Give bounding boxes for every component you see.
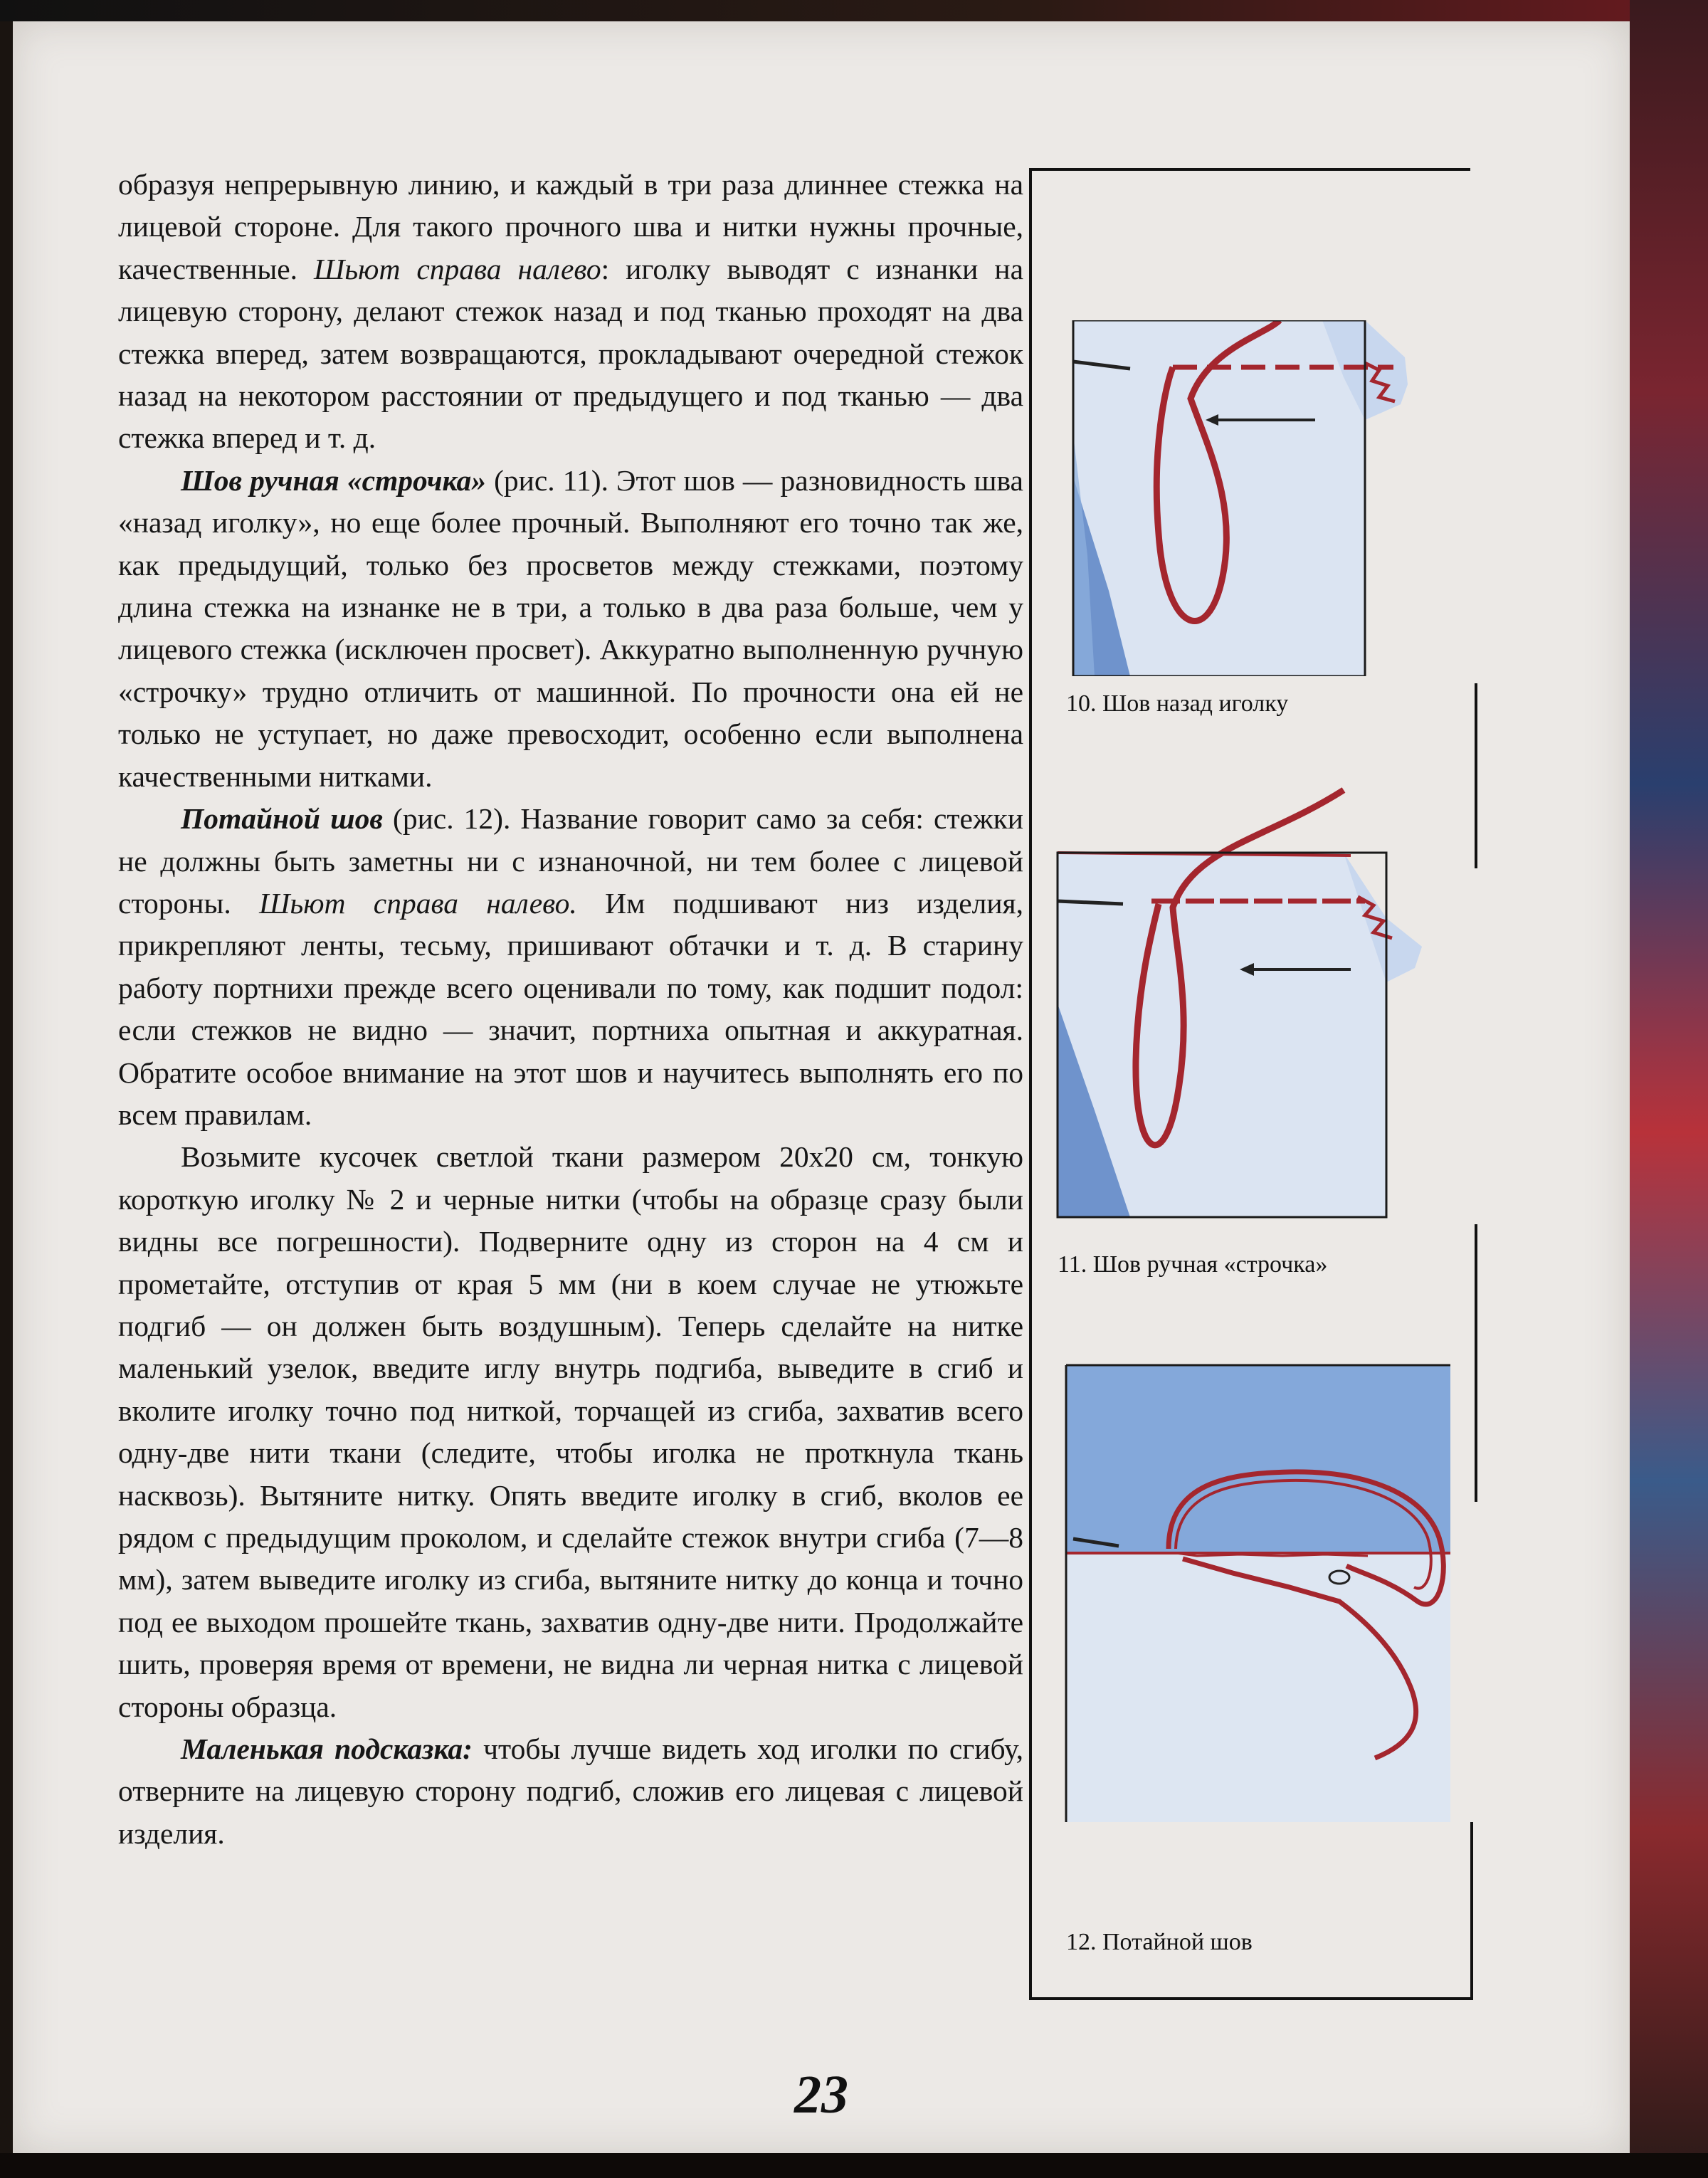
book-cover-edge [1630,0,1708,2178]
paragraph [118,798,1023,1136]
figure-10-svg [1066,320,1429,676]
figure-12-svg [1055,1359,1467,1822]
paragraph [118,1728,1023,1855]
text-run: (рис. 11). Этот шов — разновидность шва «назад иголку», но еще более прочный. Выполняют его точно так же, как предыдущий, только без просветов между стежками, поэтому длина стежка на изнанке не в три, а только в два раза больше, чем у лицевого стежка (исключен просвет). Аккуратно выполненную ручную «строчку» трудно отличить от машинной. По прочности она ей не только не уступает, но даже превосходит, особенно если выполнена качественными нитками. [118,463,1023,793]
italic-phrase: Шьют справа налево [314,252,601,285]
figure-frame-top [1029,168,1470,171]
figure-frame-right-3 [1470,1822,1473,2000]
page-number: 23 [794,2065,848,2125]
text-run: чтобы лучше видеть ход иголки по сгибу, отверните на лицевую сторону подгиб, сложив его лицевая с лицевой изделия. [118,1732,1024,1850]
paragraph [118,1136,1023,1728]
figure-frame-right-2 [1475,1224,1477,1502]
figure-11-illustration [1052,776,1465,1238]
paragraph [118,164,1023,460]
scan-border-bottom [0,2153,1708,2178]
text-run: Возьмите кусочек светлой ткани размером 20х20 см, тонкую короткую иголку № 2 и черные нитки (чтобы на образце сразу были видны все погрешности). Подверните одну из сторон на 4 см и прометайте, отступив от края 5 мм (ни в коем случае не утюжьте подгиб — он должен быть воздушным). Теперь сделайте на нитке маленький узелок, введите иглу внутрь подгиба, выведите в сгиб и вколите иголку точно под ниткой, торчащей из сгиба, захватив всего одну-две нити ткани (следите, чтобы иголка не проткнула ткань насквозь). Вытяните нитку. Опять введите иголку в сгиб, вколов ее рядом с предыдущим проколом, и сделайте стежок внутри сгиба (7—8 мм), затем выведите иголку из сгиба, вытяните нитку до конца и точно под ее выходом прошейте ткань, захватив одну-две нити. Продолжайте шить, проверяя время от времени, не видна ли черная нитка с лицевой стороны образца. [118,1140,1023,1723]
paragraph-heading: Шов ручная «строчка» [181,463,486,497]
text-run: : иголку выводят с изнанки на лицевую сторону, делают стежок назад и под тканью проходят на два стежка вперед, затем возвращаются, прокладывают очередной стежок назад на некотором расстоянии от предыдущего и под тканью — два стежка вперед и т. д. [118,252,1023,455]
figure-10-caption: 10. Шов назад иголку [1066,690,1289,717]
figure-11-caption: 11. Шов ручная «строчка» [1058,1251,1328,1278]
paragraph-heading: Маленькая подсказка: [181,1732,473,1766]
figure-frame-left [1029,168,1032,2000]
paragraph [118,460,1023,798]
body-text [118,164,1023,1855]
paragraph-heading: Потайной шов [181,802,383,836]
scan-border-top [0,0,1708,21]
figure-10-illustration [1066,320,1429,676]
figure-frame-bottom [1029,1997,1473,2000]
book-page [13,21,1630,2153]
figure-12-caption: 12. Потайной шов [1066,1929,1253,1955]
figure-12-illustration [1055,1359,1467,1822]
figure-frame-right-1 [1475,683,1477,868]
text-run: Им подшивают низ изделия, прикрепляют ленты, тесьму, пришивают обтачки и т. д. В старину работу портнихи прежде всего оценивали по тому, как подшит подол: если стежков не видно — значит, портниха опытная и аккуратная. Обратите особое внимание на этот шов и научитесь выполнять его по всем правилам. [118,886,1024,1131]
text-run: (рис. 12). Название говорит само за себя: стежки не должны быть заметны ни с изнаночной, ни тем более с лицевой стороны. [118,802,1023,920]
figure-11-svg [1052,776,1465,1238]
text-run: образуя непрерывную линию, и каждый в три раза длиннее стежка на лицевой стороне. Для такого прочного шва и нитки нужны прочные, качественные. [118,168,1023,285]
italic-phrase: Шьют справа налево. [259,886,577,920]
